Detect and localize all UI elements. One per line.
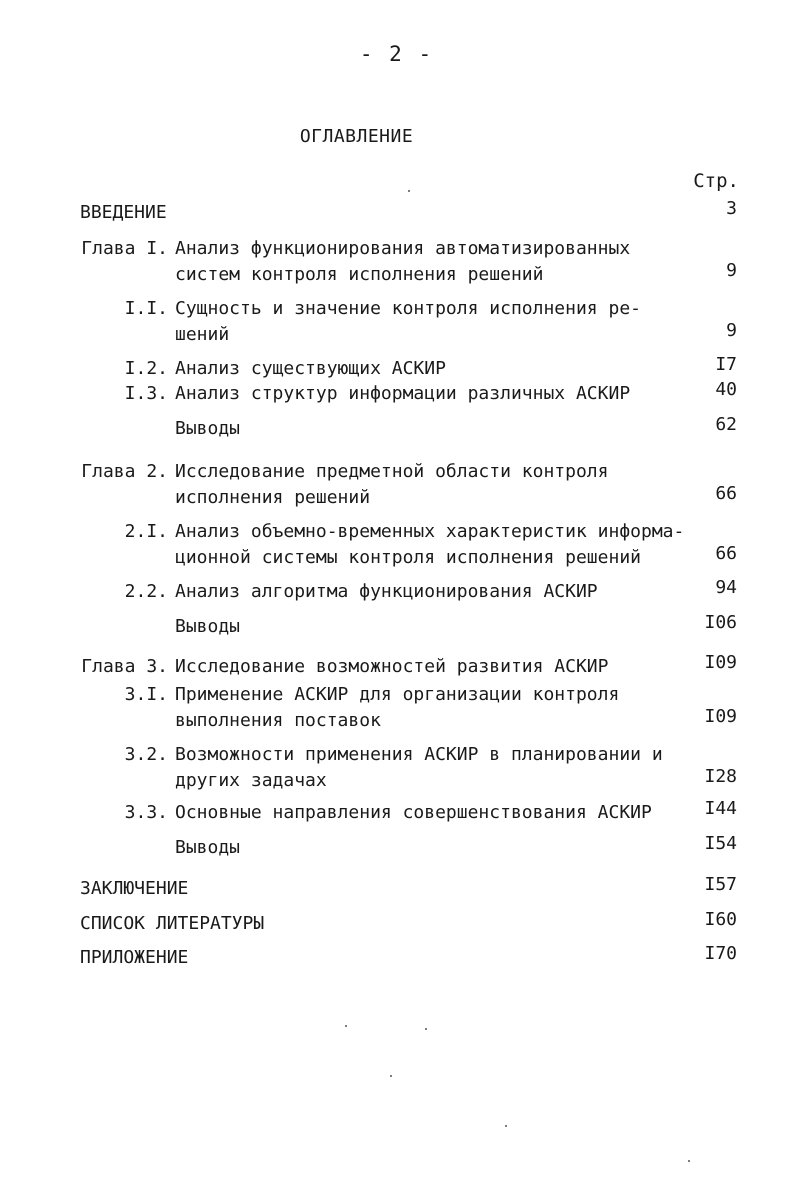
toc-entry (80, 876, 737, 902)
toc-entry-text: Выводы (175, 418, 241, 439)
toc-entry-label: I.2. (124, 358, 168, 379)
toc-entry (80, 911, 737, 937)
toc-entry (80, 356, 737, 382)
toc-entry-text: ВВЕДЕНИЕ (80, 202, 167, 223)
toc-entry (80, 654, 737, 680)
scan-speck (688, 1160, 690, 1162)
toc-entry-text: ЗАКЛЮЧЕНИЕ (80, 878, 189, 899)
toc-entry-page: I44 (704, 798, 737, 819)
toc-entry (80, 200, 737, 226)
toc-entry-label: Глава 3. (81, 656, 168, 677)
toc-entry-page: 9 (726, 260, 737, 281)
toc-entry-text: ционной системы контроля исполнения решений (175, 547, 641, 568)
toc-entry-text: Применение АСКИР для организации контроля (175, 684, 620, 705)
toc-entry-text: Исследование возможностей развития АСКИР (175, 656, 609, 677)
toc-entry-label: I.I. (124, 298, 168, 319)
toc-entry (80, 236, 737, 288)
toc-entry-page: I54 (704, 833, 737, 854)
scan-speck (408, 190, 410, 192)
toc-entry-page: I09 (704, 706, 737, 727)
toc-entry-text: Анализ функционирования автоматизированных (175, 238, 631, 259)
toc-entry-text: Анализ существующих АСКИР (175, 358, 446, 379)
toc-entry (80, 835, 737, 861)
toc-entry-text: Анализ объемно-временных характеристик информа- (175, 521, 685, 542)
scan-speck (425, 1028, 427, 1030)
toc-entry (80, 614, 737, 640)
toc-entry-page: I28 (704, 766, 737, 787)
page-column-header: Стр. (693, 170, 739, 192)
toc-entry-text: Возможности применения АСКИР в планировании и (175, 744, 663, 765)
toc-entry-page: I70 (704, 943, 737, 964)
toc-entry (80, 519, 737, 571)
scan-speck (505, 1125, 507, 1127)
toc-entry (80, 800, 737, 826)
toc-entry-text: Анализ алгоритма функционирования АСКИР (175, 581, 598, 602)
toc-entry-page: I60 (704, 909, 737, 930)
toc-entry-page: 3 (726, 198, 737, 219)
toc-entry-text: ПРИЛОЖЕНИЕ (80, 947, 189, 968)
toc-entry (80, 416, 737, 442)
toc-entry-page: 40 (715, 379, 737, 400)
toc-entry-page: I57 (704, 874, 737, 895)
toc-entry-text: шений (175, 324, 230, 345)
toc-entry-label: Глава I. (81, 238, 168, 259)
toc-entry-page: 62 (715, 414, 737, 435)
toc-entry-page: I7 (715, 354, 737, 375)
toc-entry (80, 682, 737, 734)
toc-title: ОГЛАВЛЕНИЕ (299, 126, 414, 147)
page-number: - 2 - (359, 42, 434, 66)
toc-entry-label: I.3. (124, 383, 168, 404)
toc-entry-label: 2.2. (124, 581, 168, 602)
toc-entry (80, 579, 737, 605)
toc-entry-text: систем контроля исполнения решений (175, 264, 544, 285)
toc-entry-page: 94 (715, 577, 737, 598)
scan-speck (345, 1025, 347, 1027)
toc-entry-text: Выводы (175, 616, 241, 637)
toc-entry-text: Анализ структур информации различных АСКИР (175, 383, 631, 404)
toc-entry-text: других задачах (175, 770, 327, 791)
toc-entry-text: Выводы (175, 837, 241, 858)
toc-entry-page: I06 (704, 612, 737, 633)
toc-entry (80, 742, 737, 794)
toc-entry-text: Сущность и значение контроля исполнения ре- (175, 298, 641, 319)
toc-entry (80, 459, 737, 511)
toc-entry-text: СПИСОК ЛИТЕРАТУРЫ (80, 913, 265, 934)
toc-entry-text: выполнения поставок (175, 710, 381, 731)
toc-entry-text: исполнения решений (175, 487, 371, 508)
toc-entry-label: 3.3. (124, 802, 168, 823)
toc-entry-label: 3.I. (124, 684, 168, 705)
toc-entry-text: Основные направления совершенствования АСКИР (175, 802, 652, 823)
toc-entry-label: 3.2. (124, 744, 168, 765)
toc-entry-label: 2.I. (124, 521, 168, 542)
toc-entry-text: Исследование предметной области контроля (175, 461, 609, 482)
toc-entry-page: 66 (715, 543, 737, 564)
toc-entry (80, 381, 737, 407)
toc-entry (80, 945, 737, 971)
toc-entry-page: I09 (704, 652, 737, 673)
toc-entry-page: 9 (726, 320, 737, 341)
toc-entry-label: Глава 2. (81, 461, 168, 482)
toc-entry (80, 296, 737, 348)
scan-speck (390, 1075, 392, 1077)
toc-entry-page: 66 (715, 483, 737, 504)
